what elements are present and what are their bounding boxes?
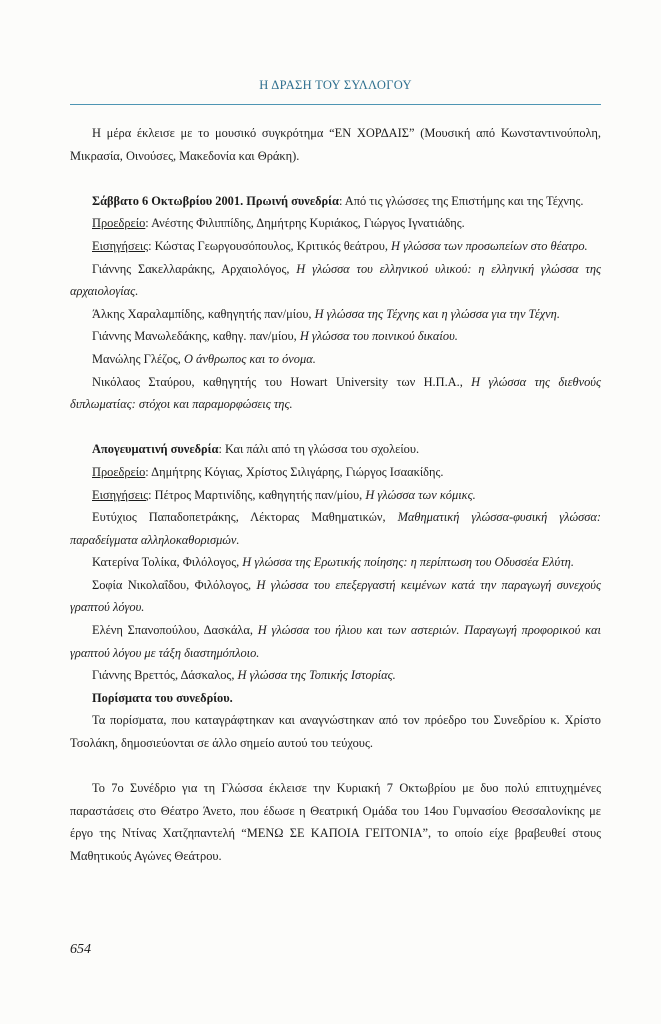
talk-title: Η γλώσσα της διεθνούς διπλωματίας: στόχοι και παραμορφώσεις της. [70,374,601,412]
article-body [70,122,601,868]
conclusions-heading: Πορίσματα του συνεδρίου. [92,690,233,705]
talk-speaker: Γιάννης Σακελλαράκης, Αρχαιολόγος, [92,261,297,276]
talk-entry [70,664,601,687]
morning-chairs-label: Προεδρείο [92,216,146,231]
talk-speaker: Ευτύχιος Παπαδοπετράκης, Λέκτορας Μαθηματικών, [92,510,398,525]
talk-title: Η γλώσσα του ποινικού δικαίου. [299,329,458,344]
talk-entry [70,506,601,551]
running-header: Η ΔΡΑΣΗ ΤΟΥ ΣΥΛΛΟΓΟΥ [259,78,412,92]
talk-speaker: Νικόλαος Σταύρου, καθηγητής του Howart University των Η.Π.Α., [92,374,472,389]
conclusions-paragraph: Τα πορίσματα, που καταγράφτηκαν και αναγνώστηκαν από τον πρόεδρο του Συνεδρίου κ. Χρίστο Τσολάκη, δημοσιεύονται σε άλλο σημείο αυτού του τεύχους. [70,713,601,751]
talk-speaker: Κατερίνα Τολίκα, Φιλόλογος, [92,555,243,570]
morning-first-talk: Η γλώσσα των προσωπείων στο θέατρο. [391,238,588,253]
talk-title: Η γλώσσα της Τοπικής Ιστορίας. [237,668,396,683]
page-number: 654 [70,942,91,957]
talk-entry [70,348,601,371]
header-rule [70,104,601,105]
afternoon-chairs-names: : Δημήτρης Κόγιας, Χρίστος Σιλιγάρης, Γιώργος Ισαακίδης. [145,464,444,479]
talk-entry [70,574,601,619]
talk-speaker: Γιάννης Μανωλεδάκης, καθηγ. παν/μίου, [92,329,300,344]
talk-title: Η γλώσσα της Τέχνης και η γλώσσα για την Τέχνη. [314,306,560,321]
talk-title: Η γλώσσα του ήλιου και των αστεριών. Παραγωγή προφορικού και γραπτού λόγου με τάξη διαστημόπλοιο. [70,623,601,660]
afternoon-first-talk: Η γλώσσα των κόμικς. [365,487,476,502]
afternoon-chairs [70,461,601,484]
talk-title: Η γλώσσα του επεξεργαστή κειμένων κατά την παραγωγή συνεχούς γραπτού λόγου. [70,577,601,615]
talk-title: Ο άνθρωπος και το όνομα. [184,351,316,366]
morning-session-heading [70,190,601,213]
intro-paragraph: Η μέρα έκλεισε με το μουσικό συγκρότημα “ΕΝ ΧΟΡΔΑΙΣ” (Μουσική από Κωνσταντινούπολη, Μικρασία, Οινούσες, Μακεδονία και Θράκη). [70,126,601,163]
afternoon-session-title: Απογευματινή συνεδρία [92,442,219,457]
talk-speaker: Ελένη Σπανοπούλου, Δασκάλα, [92,623,258,638]
morning-chairs [70,212,601,235]
talk-speaker: Γιάννης Βρεττός, Δάσκαλος, [92,668,238,683]
morning-session-title: Σάββατο 6 Οκτωβρίου 2001. Πρωινή συνεδρία [92,193,339,208]
afternoon-speakers [70,484,601,507]
afternoon-first-speaker: : Πέτρος Μαρτινίδης, καθηγητής παν/μίου, [148,487,366,502]
talk-entry [70,325,601,348]
talk-title: Η γλώσσα του ελληνικού υλικού: η ελληνική γλώσσα της αρχαιολογίας. [70,261,601,299]
talk-entry [70,258,601,303]
talk-entry [70,619,601,664]
afternoon-speakers-label: Εισηγήσεις [92,487,149,502]
afternoon-session-topic: : Και πάλι από τη γλώσσα του σχολείου. [218,442,420,457]
talk-entry [70,551,601,574]
closing-paragraph: Το 7ο Συνέδριο για τη Γλώσσα έκλεισε την Κυριακή 7 Οκτωβρίου με δυο πολύ επιτυχημένες παραστάσεις στο Θέατρο Άνετο, που έδωσε η Θεατρική Ομάδα του 14ου Γυμνασίου Θεσσαλονίκης με έργο της Ντίνας Χατζηπαντελή “ΜΕΝΩ ΣΕ ΚΑΠΟΙΑ ΓΕΙΤΟΝΙΑ”, το οποίο είχε βραβευθεί στους Μαθητικούς Αγώνες Θεάτρου. [70,781,601,863]
talk-speaker: Μανώλης Γλέζος, [92,351,184,366]
talk-speaker: Σοφία Νικολαΐδου, Φιλόλογος, [92,577,257,592]
talk-title: Η γλώσσα της Ερωτικής ποίησης: η περίπτωση του Οδυσσέα Ελύτη. [242,555,574,570]
morning-speakers-label: Εισηγήσεις [92,238,149,253]
morning-chairs-names: : Ανέστης Φιλιππίδης, Δημήτρης Κυριάκος, Γιώργος Ιγνατιάδης. [145,216,465,231]
talk-title: Μαθηματική γλώσσα-φυσική γλώσσα: παραδείγματα αλληλοκαθορισμών. [70,510,601,547]
afternoon-chairs-label: Προεδρείο [92,464,146,479]
talk-entry [70,371,601,416]
morning-speakers [70,235,601,258]
talk-speaker: Άλκης Χαραλαμπίδης, καθηγητής παν/μίου, [92,306,315,321]
morning-first-speaker: : Κώστας Γεωργουσόπουλος, Κριτικός θεάτρου, [148,238,392,253]
talk-entry [70,303,601,326]
afternoon-session-heading [70,438,601,461]
morning-session-topic: : Από τις γλώσσες της Επιστήμης και της Τέχνης. [338,193,584,208]
